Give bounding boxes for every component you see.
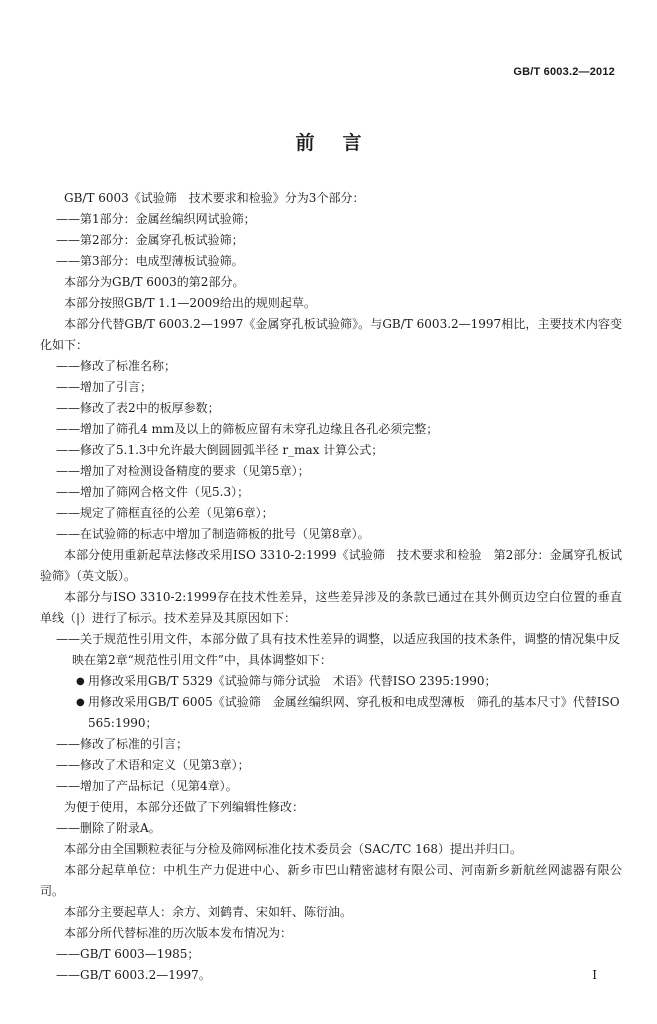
bullet-item — [40, 692, 622, 734]
list-item: ——GB/T 6003—1985； — [56, 947, 200, 961]
paragraph: 本部分按照GB/T 1.1—2009给出的规则起草。 — [64, 296, 316, 310]
paragraph: 本部分与ISO 3310-2:1999存在技术性差异，这些差异涉及的条款已通过在其外侧页边空白位置的垂直单线（|）进行了标示。技术差异及其原因如下： — [40, 590, 622, 625]
paragraph: 本部分主要起草人：余方、刘鹤青、宋如轩、陈衍油。 — [64, 905, 353, 919]
paragraph: 为便于使用，本部分还做了下列编辑性修改： — [64, 800, 305, 814]
standard-number-header: GB/T 6003.2—2012 — [513, 66, 615, 78]
list-item: ——第1部分：金属丝编织网试验筛； — [56, 212, 256, 226]
list-item: ——规定了筛框直径的公差（见第6章）； — [56, 506, 274, 520]
bullet-text: 用修改采用GB/T 5329《试验筛与筛分试验 术语》代替ISO 2395:1990； — [88, 674, 497, 688]
paragraph: 本部分由全国颗粒表征与分检及筛网标准化技术委员会（SAC/TC 168）提出并归口。 — [64, 842, 523, 856]
list-item: ——增加了筛网合格文件（见5.3）； — [56, 485, 250, 499]
paragraph: 本部分使用重新起草法修改采用ISO 3310-2:1999《试验筛 技术要求和检验 第2部分：金属穿孔板试验筛》（英文版）。 — [40, 548, 622, 583]
list-item: ——关于规范性引用文件，本部分做了具有技术性差异的调整，以适应我国的技术条件，调整的情况集中反映在第2章“规范性引用文件”中，具体调整如下： — [56, 632, 621, 667]
list-item: ——删除了附录A。 — [56, 821, 161, 835]
list-item: ——GB/T 6003.2—1997。 — [56, 968, 211, 982]
list-item: ——第3部分：电成型薄板试验筛。 — [56, 254, 244, 268]
foreword-body — [40, 188, 622, 986]
list-item: ——第2部分：金属穿孔板试验筛； — [56, 233, 244, 247]
bullet-icon: ● — [76, 676, 85, 687]
list-item: ——在试验筛的标志中增加了制造筛板的批号（见第8章）。 — [56, 527, 370, 541]
paragraph: 本部分所代替标准的历次版本发布情况为： — [64, 926, 293, 940]
list-item: ——增加了筛孔4 mm及以上的筛板应留有未穿孔边缘且各孔必须完整； — [56, 422, 439, 436]
list-item: ——增加了产品标记（见第4章）。 — [56, 779, 238, 793]
page-title: 前言 — [295, 132, 390, 154]
page-number: I — [592, 968, 597, 982]
list-item: ——修改了5.1.3中允许最大倒圆圆弧半径 r_max 计算公式； — [56, 443, 384, 457]
list-item: ——修改了标准的引言； — [56, 737, 189, 751]
list-item: ——增加了对检测设备精度的要求（见第5章）； — [56, 464, 310, 478]
paragraph: GB/T 6003《试验筛 技术要求和检验》分为3个部分： — [64, 191, 365, 205]
bullet-text: 用修改采用GB/T 6005《试验筛 金属丝编织网、穿孔板和电成型薄板 筛孔的基本尺寸》代替ISO 565:1990； — [88, 695, 620, 730]
list-item: ——增加了引言； — [56, 380, 153, 394]
paragraph: 本部分代替GB/T 6003.2—1997《金属穿孔板试验筛》。与GB/T 6003.2—1997相比，主要技术内容变化如下： — [40, 317, 622, 352]
list-item: ——修改了表2中的板厚参数； — [56, 401, 220, 415]
list-item: ——修改了标准名称； — [56, 359, 177, 373]
paragraph: 本部分起草单位：中机生产力促进中心、新乡市巴山精密滤材有限公司、河南新乡新航丝网滤器有限公司。 — [40, 863, 622, 898]
paragraph: 本部分为GB/T 6003的第2部分。 — [64, 275, 245, 289]
bullet-item — [40, 671, 622, 692]
list-item: ——修改了术语和定义（见第3章）； — [56, 758, 250, 772]
bullet-icon: ● — [76, 697, 85, 708]
